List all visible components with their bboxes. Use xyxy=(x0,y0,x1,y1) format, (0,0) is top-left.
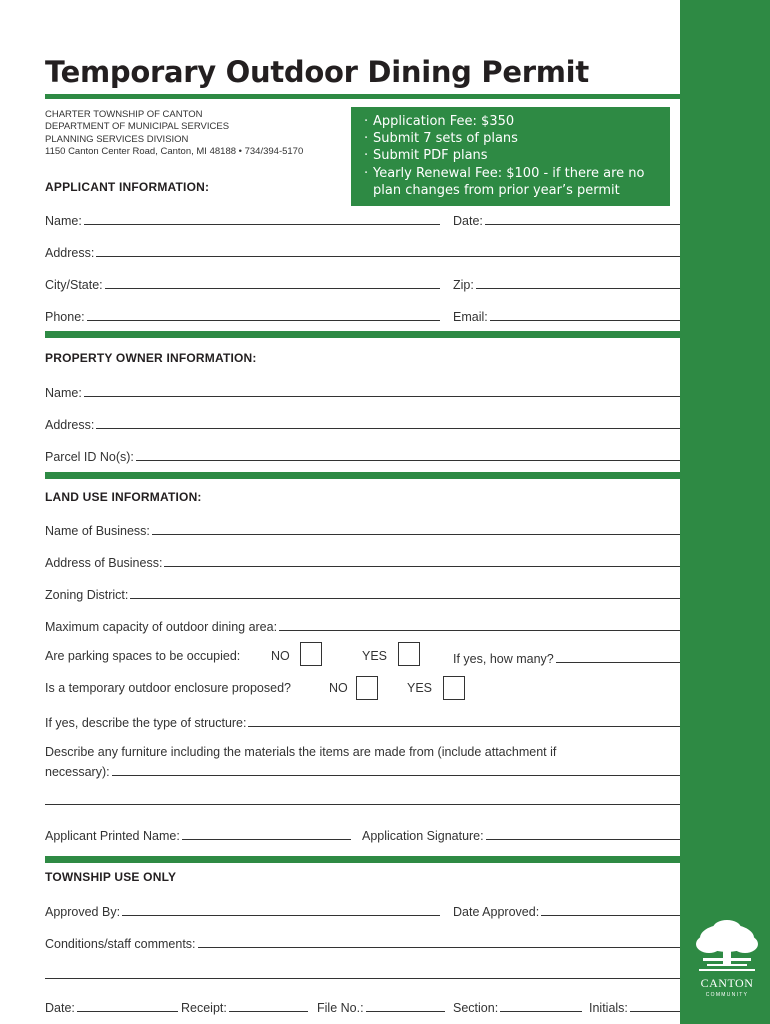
applicant-email-field[interactable] xyxy=(453,306,680,324)
input-line[interactable] xyxy=(77,999,178,1012)
approved-by-field[interactable] xyxy=(45,901,440,919)
field-label: Date: xyxy=(45,1001,75,1015)
field-label: Zoning District: xyxy=(45,588,129,602)
owner-address-field[interactable] xyxy=(45,414,680,432)
capacity-field[interactable] xyxy=(45,616,680,634)
field-label: Name of Business: xyxy=(45,524,150,538)
business-name-field[interactable] xyxy=(45,520,680,538)
field-label: If yes, how many? xyxy=(453,652,554,666)
organization-address xyxy=(45,109,303,158)
applicant-signature-field[interactable] xyxy=(362,825,680,843)
enclosure-no-checkbox[interactable] xyxy=(356,676,378,700)
fee-item xyxy=(364,147,660,164)
input-line[interactable] xyxy=(96,244,680,257)
staff-comments-field[interactable] xyxy=(45,933,680,951)
page-title: Temporary Outdoor Dining Permit xyxy=(45,55,589,89)
zoning-district-field[interactable] xyxy=(45,584,680,602)
input-line[interactable] xyxy=(556,650,680,663)
land-use-heading: LAND USE INFORMATION: xyxy=(45,490,202,504)
input-line[interactable] xyxy=(366,999,445,1012)
fee-text: Submit 7 sets of plans xyxy=(373,131,518,147)
field-label: Zip: xyxy=(453,278,474,292)
org-line: DEPARTMENT OF MUNICIPAL SERVICES xyxy=(45,121,230,133)
fee-item xyxy=(364,130,660,147)
input-line[interactable] xyxy=(96,416,680,429)
input-line[interactable] xyxy=(105,276,440,289)
parking-no-label: NO xyxy=(271,649,290,663)
input-line[interactable] xyxy=(164,554,680,567)
fee-text: Submit PDF plans xyxy=(373,148,488,164)
field-label: Address: xyxy=(45,418,95,432)
enclosure-question: Is a temporary outdoor enclosure proposed? xyxy=(45,681,291,695)
field-label: Address: xyxy=(45,246,95,260)
title-rule xyxy=(45,94,680,99)
parcel-id-field[interactable] xyxy=(45,446,680,464)
enclosure-yes-label: YES xyxy=(407,681,433,695)
owner-name-field[interactable] xyxy=(45,382,680,400)
field-label: Parcel ID No(s): xyxy=(45,450,134,464)
applicant-date-field[interactable] xyxy=(453,210,680,228)
input-line[interactable] xyxy=(500,999,582,1012)
input-line[interactable] xyxy=(486,827,680,840)
applicant-phone-field[interactable] xyxy=(45,306,440,324)
input-line[interactable] xyxy=(541,903,680,916)
structure-type-field[interactable] xyxy=(45,712,680,730)
org-line: 1150 Canton Center Road, Canton, MI 48188 • 734/394-5170 xyxy=(45,145,304,157)
input-line[interactable] xyxy=(84,384,680,397)
furniture-question: Describe any furniture including the materials the items are made from (include attachment if xyxy=(45,745,557,759)
enclosure-no-label: NO xyxy=(329,681,348,695)
input-line[interactable] xyxy=(476,276,680,289)
input-line[interactable] xyxy=(630,999,680,1012)
township-date-field[interactable] xyxy=(45,997,178,1015)
receipt-field[interactable] xyxy=(181,997,308,1015)
property-owner-heading: PROPERTY OWNER INFORMATION: xyxy=(45,351,257,365)
field-label: Address of Business: xyxy=(45,556,163,570)
field-label: Email: xyxy=(453,310,488,324)
field-label: Conditions/staff comments: xyxy=(45,937,196,951)
org-line: PLANNING SERVICES DIVISION xyxy=(45,133,189,145)
fee-text: plan changes from prior year’s permit xyxy=(373,182,620,198)
field-label: Maximum capacity of outdoor dining area: xyxy=(45,620,278,634)
section-divider xyxy=(45,472,680,479)
input-line[interactable] xyxy=(136,448,680,461)
input-line[interactable] xyxy=(485,212,680,225)
input-line[interactable] xyxy=(87,308,440,321)
field-label: Applicant Printed Name: xyxy=(45,829,180,843)
applicant-zip-field[interactable] xyxy=(453,274,680,292)
field-label: Section: xyxy=(453,1001,499,1015)
green-sidebar xyxy=(680,0,770,1024)
field-label: necessary): xyxy=(45,765,110,779)
business-address-field[interactable] xyxy=(45,552,680,570)
input-line[interactable] xyxy=(279,618,680,631)
section-divider xyxy=(45,331,680,338)
fee-item xyxy=(364,165,660,199)
org-line: CHARTER TOWNSHIP OF CANTON xyxy=(45,109,203,120)
field-label: Date: xyxy=(453,214,483,228)
applicant-heading: APPLICANT INFORMATION: xyxy=(45,180,210,194)
initials-field[interactable] xyxy=(589,997,680,1015)
field-label: Name: xyxy=(45,214,82,228)
input-line[interactable] xyxy=(112,763,680,776)
bullet: · xyxy=(364,165,369,181)
input-line[interactable] xyxy=(229,999,308,1012)
field-label: Application Signature: xyxy=(362,829,484,843)
section-divider xyxy=(45,856,680,863)
parking-how-many-field[interactable] xyxy=(453,648,680,666)
parking-yes-label: YES xyxy=(362,649,388,663)
furniture-extra-line[interactable] xyxy=(45,804,680,805)
bullet: · xyxy=(364,131,369,147)
fee-item xyxy=(364,113,660,130)
input-line[interactable] xyxy=(182,827,351,840)
logo-name: CANTON xyxy=(700,976,754,990)
applicant-address-field[interactable] xyxy=(45,242,680,260)
parking-yes-checkbox[interactable] xyxy=(398,642,420,666)
input-line[interactable] xyxy=(130,586,680,599)
field-label: Receipt: xyxy=(181,1001,227,1015)
field-label: Date Approved: xyxy=(453,905,540,919)
input-line[interactable] xyxy=(248,714,680,727)
bullet: · xyxy=(364,148,369,164)
field-label: Phone: xyxy=(45,310,85,324)
comments-extra-line[interactable] xyxy=(45,978,680,979)
field-label: Name: xyxy=(45,386,82,400)
date-approved-field[interactable] xyxy=(453,901,680,919)
input-line[interactable] xyxy=(198,935,680,948)
bullet: · xyxy=(364,114,369,129)
enclosure-yes-checkbox[interactable] xyxy=(443,676,465,700)
fee-text: Yearly Renewal Fee: $100 - if there are no xyxy=(373,165,645,181)
input-line[interactable] xyxy=(490,308,680,321)
tree-icon xyxy=(693,918,761,976)
file-number-field[interactable] xyxy=(317,997,445,1015)
parking-question: Are parking spaces to be occupied: xyxy=(45,649,241,663)
logo-tagline: COMMUNITY xyxy=(705,992,749,998)
applicant-city-state-field[interactable] xyxy=(45,274,440,292)
field-label: If yes, describe the type of structure: xyxy=(45,716,247,730)
applicant-name-field[interactable] xyxy=(45,210,440,228)
fee-info-box xyxy=(351,107,670,206)
fee-text: Application Fee: $350 xyxy=(373,114,515,129)
input-line[interactable] xyxy=(122,903,440,916)
input-line[interactable] xyxy=(152,522,680,535)
canton-logo xyxy=(693,918,761,1002)
parking-no-checkbox[interactable] xyxy=(300,642,322,666)
furniture-description-field[interactable] xyxy=(45,761,680,779)
field-label: City/State: xyxy=(45,278,103,292)
section-field[interactable] xyxy=(453,997,582,1015)
input-line[interactable] xyxy=(84,212,440,225)
field-label: Initials: xyxy=(589,1001,628,1015)
township-use-heading: TOWNSHIP USE ONLY xyxy=(45,870,177,884)
field-label: Approved By: xyxy=(45,905,121,919)
applicant-printed-name-field[interactable] xyxy=(45,825,351,843)
field-label: File No.: xyxy=(317,1001,364,1015)
